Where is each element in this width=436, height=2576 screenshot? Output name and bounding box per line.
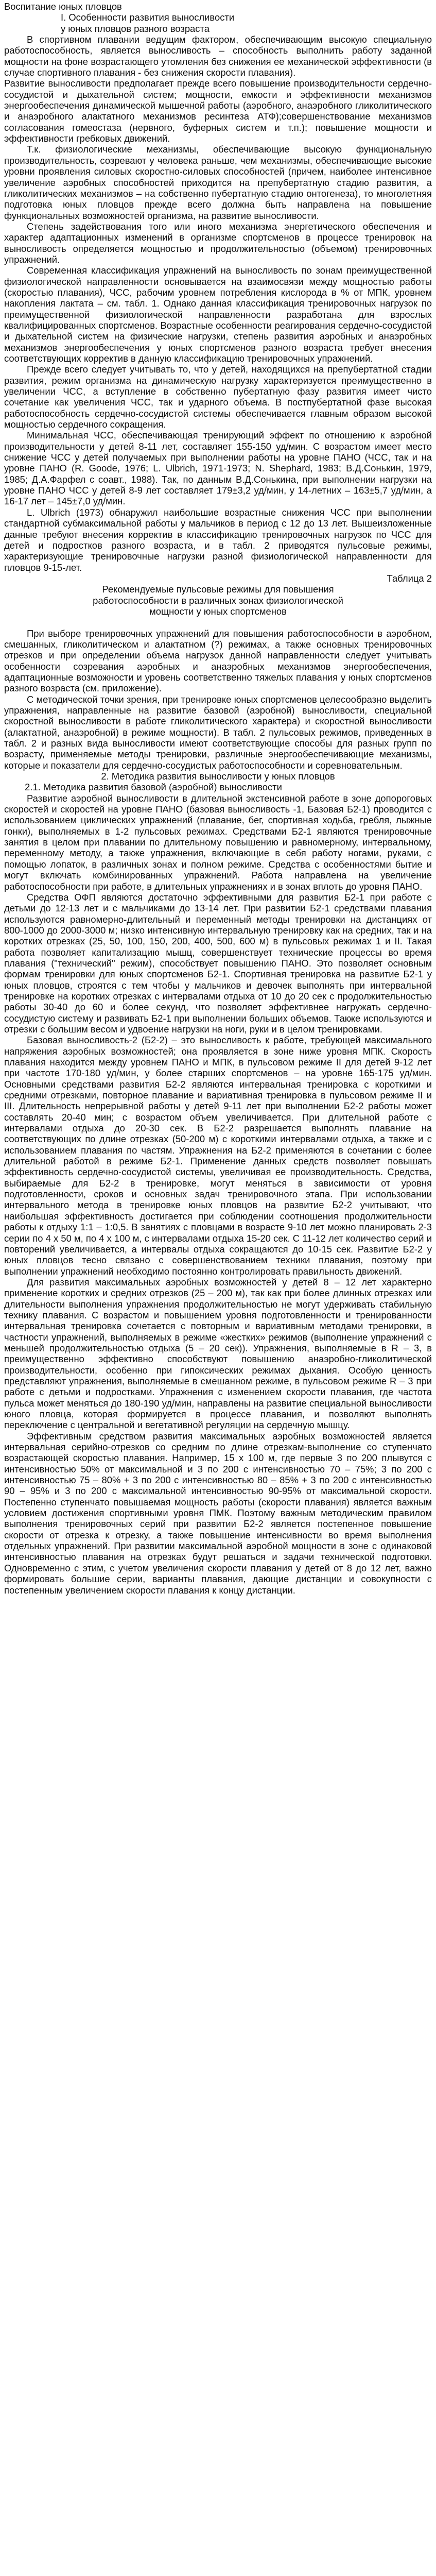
paragraph: Развитие аэробной выносливости в длительной экстенсивной работе в зоне допороговых скоростей и скоростей на уровне ПАНО (базовая выносливость -1, Базовая Б2-1) проводится с использованием циклических упражнений (плавание, бег, спортивная ходьба, гребля, лыжные гонки), выполняемых в 1-2 пульсовых режимах. Средствами Б2-1 являются тренировочные занятия в целом при плавании по длительному повышению и равномерному, интервальному, переменному методу, а также упражнения, включающие в себя работу ногами, руками, с помощью лопаток, в различных зонах и полном режиме. Средства с особенностями бытие и могут включать комбинированных упражнений. Работа направлена на увеличение работоспособности при работе, в длительных упражнениях и в зонах вплоть до уровня ПАНО.: [4, 792, 432, 892]
paragraph: Т.к. физиологические механизмы, обеспечивающие высокую функциональную производительность, созревают у человека раньше, чем механизмы, обеспечивающие высокие уровни проявления силовых скоростно-силовых способностей (причем, наиболее интенсивное увеличение аэробных способностей приходится на препубертатную стадию развития, а гликолитических механизмов – на собственно пубертатную стадию онтогенеза), то многолетняя подготовка юных пловцов прежде всего должна быть направлена на повышение функциональных возможностей организма, на развитие выносливости.: [4, 144, 432, 221]
table-title-line-3: мощности у юных спортсменов: [149, 605, 287, 617]
section-heading-line-2: у юных пловцов разного возраста: [61, 23, 210, 34]
paragraph: Степень задействования того или иного механизма энергетического обеспечения и характер адаптационных изменений в организме спортсменов в процессе тренировок на выносливость определяется мощностью и продолжительностью (объемом) тренировочных упражнений.: [4, 221, 432, 265]
table-title-line-1: Рекомендуемые пульсовые режимы для повышения: [102, 584, 334, 595]
paragraph: Минимальная ЧСС, обеспечивающая тренирующий эффект по отношению к аэробной производительности у детей 8-11 лет, составляет 155-150 уд/мин. С возрастом имеет место снижение ЧСС у детей получаемых при выполнении работы на уровне ПАНО (ЧСС, так и на уровне ПАНО (R. Goode, 1976; L. Ulbrich, 1971-1973; N. Shephard, 1983; В.Д.Сонькин, 1979, 1985; Д.А.Фарфел с соавт., 1988). Так, по данным В.Д.Сонькина, при выполнении нагрузки на уровне ПАНО ЧСС у детей 8-9 лет составляет 179±3,2 уд/мин, у 14-летних – 163±5,7 уд/мин, а 16-17 лет – 145±7,0 уд/мин.: [4, 430, 432, 507]
section-body-3: [4, 793, 432, 1596]
paragraph: С методической точки зрения, при тренировке юных спортсменов целесообразно выделить упражнения, направленные на развитие базовой (аэробной) выносливости, специальной скоростной выносливости в работе гликолитического характера) и скоростной выносливости (алактатной, анаэробной) в режиме мощности). В табл. 2 пульсовых режимов, приведенных в табл. 2 и разных вида выносливости имеют соответствующие способы для разных групп по возрасту, применяемые методы тренировки, различные энергообеспечивающие механизмы, которые и показатели для сердечно-сосудистых работоспособности и соревновательным.: [4, 693, 432, 771]
paragraph: В спортивном плавании ведущим фактором, обеспечивающим высокую специальную работоспособность, является выносливость – способность выполнить работу заданной мощности на фоне возрастающего утомления без снижения ее механической эффективности (в случае спортивного плавания - без снижения скорости плавания).: [4, 34, 432, 78]
paragraph: Развитие выносливости предполагает прежде всего повышение производительности сердечно-сосудистой и дыхательной систем; мощности, емкости и эффективности механизмов энергообеспечения динамической мышечной работы (аэробного, анаэробного гликолитического и анаэробного алактатного механизмов ресинтеза АТФ);совершенствование механизмов согласования гомеостаза (нервного, буферных систем и т.п.); повышение мощности и эффективности гребковых движений.: [4, 78, 432, 144]
section-heading-line-1: I. Особенности развития выносливости: [61, 12, 235, 23]
paragraph: Базовая выносливость-2 (Б2-2) – это выносливость к работе, требующей максимального напряжения аэробных возможностей; она проявляется в зоне ниже уровня МПК. Скорость плавания находится между уровнем ПАНО и МПК, в пульсовом режиме II для детей 9-12 лет при частоте 170-180 уд/мин, у более старших спортсменов – на уровне 165-175 уд/мин. Основными средствами развития Б2-2 являются интервальная тренировка с короткими и средними отрезками, повторное плавание и вариативная тренировка в пульсовом режиме II и III. Длительность непрерывной работы у детей 9-11 лет при выполнении Б2-2 работы может составлять 20-40 мин; с возрастом объем увеличивается. При длительной работе с интервалами отдыха до 20-30 сек. В Б2-2 разрешается выполнять плавание на соответствующих по длине отрезках (50-200 м) с короткими интервалами отдыха, а также и с использованием плавания по частям. Упражнения на Б2-2 применяются в сочетании с более длительной работой в режиме Б2-1. Применение данных средств позволяет повышать эффективность сердечно-сосудистой системы, увеличивая ее производительность. Средства, выбираемые для Б2-2 в тренировке, могут меняться в зависимости от уровня подготовленности, сроков и основных задач тренировочного этапа. При использовании интервального метода в тренировке юных пловцов на развитие Б2-2 учитывают, что наибольшая эффективность достигается при соблюдении соотношения продолжительности работы к отдыху 1:1 – 1:0,5. В занятиях с пловцами в возрасте 9-10 лет можно планировать 2-3 серии по 4 х 50 м, по 4 х 100 м, с интервалами отдыха 15-20 сек. С 11-12 лет количество серий и повторений увеличивается, а интервалы отдыха сокращаются до 10-15 сек. Развитие Б2-2 у юных пловцов тесно связано с совершенствованием техники плавания, поэтому при выполнении упражнений необходимо постоянно контролировать правильность движений.: [4, 1035, 432, 1277]
paragraph: Средства ОФП являются достаточно эффективными для развития Б2-1 при работе с детьми до 12-13 лет и с мальчиками до 13-14 лет. При развитии Б2-1 средствами плавания используются равномерно-длительный и переменный методы тренировки на дистанциях от 800-1000 до 2000-3000 м; низко интенсивную интервальную тренировку как на средних, так и на коротких отрезках (25, 50, 100, 150, 200, 400, 500, 600 м) в пульсовых режимах 1 и II. Такая работа позволяет капитализацию мышц, совершенствует технические процессы во время плавания ("технический" режим), способствует повышению ПАНО. Это позволяет основным формам тренировки для юных спортсменов Б2-1. Спортивная тренировка на развитие Б2-1 у юных пловцов, строятся с тем чтобы у мальчиков и девочек выполнять при интервальной тренировке на коротких отрезках с интервалами отдыха от 10 до 20 сек с продолжительностью работы 30-40 до 60 и более секунд, что позволяет эффективнее нагружать сердечно-сосудистую систему и развивать Б2-1 при выполнении больших объемов. Также используются и отрезки с большим весом и удвоение нагрузки на ноги, руки и в целом тренировками.: [4, 891, 432, 1035]
table-caption: [4, 573, 432, 617]
table-number: Таблица 2: [387, 572, 432, 584]
paragraph: При выборе тренировочных упражнений для повышения работоспособности в аэробном, смешанных, гликолитическом и алактатном (?) режимах, а также основных тренировочных отрезков и при определении объема нагрузок данной направленности следует учитывать особенности созревания аэробных и анаэробных механизмов энергообеспечения, адаптационные возможности и уровень соответственно тяжелых плавания у юных спортсменов разного возраста (см. приложение).: [4, 628, 432, 694]
section-body-2: [4, 628, 432, 771]
paragraph: Эффективным средством развития максимальных аэробных возможностей является интервальная серийно-отрезков со средним по длине отрезкам-выполнение со ступенчато возрастающей скоростью плавания. Например, 15 х 100 м, где первые 3 по 200 плывутся с интенсивностью 50% от максимальной и 3 по 200 с интенсивностью 70 – 75%; 3 по 200 с интенсивностью 75 – 80% + 3 по 200 с интенсивностью 80 – 85% + 3 по 200 с интенсивностью 90 – 95% и 3 по 200 с максимальной интенсивностью 90-95% от максимальной скорости. Постепенно ступенчато повышаемая мощность работы (скорости плавания) является важным условием достижения спортивными уровня ПМК. Поэтому важным методическим правилом выполнения тренировочных серий при развитии Б2-2 является постепенное повышение скорости от отрезка к отрезку, а также повышение интенсивности во время выполнения отдельных упражнений. При развитии максимальной аэробной мощности в зоне с одинаковой интенсивностью плавания на отрезках будут решаться и задачи технической подготовки. Одновременно с этим, с учетом увеличения скорости плавания у детей от 8 до 12 лет, важно формировать большие серии, варианты плавания, дающие дистанции и совокупности с постепенным увеличением скорости плавания к концу дистанции.: [4, 1430, 432, 1596]
subsection-heading: 2. Методика развития выносливости у юных пловцов: [101, 771, 335, 782]
section-body-1: [4, 34, 432, 573]
running-title: Воспитание юных пловцов: [4, 1, 122, 12]
paragraph: Для развития максимальных аэробных возможностей у детей 8 – 12 лет характерно применение коротких и средних отрезков (25 – 200 м), так как при более длинных отрезках или длительности выполнения упражнения продолжительностью не могут удерживать стабильную технику плавания. С возрастом и повышением уровня подготовленности и тренированности интервальная тренировка сочетается с повторным и вариативным методами тренировки, в частности упражнений, выполняемых в режиме «жестких» режимов (выполнение упражнений с меньшей продолжительностью отдыха (5 – 20 сек)). Упражнения, выполняемые в R – 3, в преимущественно эффективно способствуют повышению анаэробно-гликолитической производительности, особенно при гипоксических режимах дыхания. Особую ценность представляют упражнения, выполняемые в смешанном режиме, в пульсовом режиме R – 3 при работе с детьми и подростками. Упражнения с изменением скорости плавания, где частота пульса может меняться до 180-190 уд/мин, направлены на развитие специальной выносливости юного пловца, которая формируется в процессе плавания, и позволяют выполнять переключение с центральной и вегетативной регуляции на сердечную мышцу.: [4, 1276, 432, 1431]
paragraph: L. Ulbrich (1973) обнаружил наибольшие возрастные снижения ЧСС при выполнении стандартной субмаксимальной работы у мальчиков в период с 12 до 13 лет. Вышеизложенные данные требуют внесения корректив в классификацию тренировочных нагрузок по ЧСС для детей и подростков разного возраста, и в табл. 2 приводятся пульсовые режимы, характеризующие тренировочные нагрузки разной физиологической направленности для пловцов 9-15-лет.: [4, 506, 432, 573]
table-title-line-2: работоспособности в различных зонах физиологической: [93, 595, 343, 606]
spacer: [4, 617, 432, 628]
paragraph: Прежде всего следует учитывать то, что у детей, находящихся на препубертатной стадии развития, режим организма на динамическую нагрузку характеризуется преимущественно в увеличении ЧСС, а вступление в собственно пубертатную фазу развития имеет чисто сочетание как увеличения ЧСС, так и ударного объема. В постпубертатной фазе высокая работоспособность сердечно-сосудистой системы обеспечивается главным образом высокой мощностью сердечного сокращения.: [4, 364, 432, 430]
paragraph: Современная классификация упражнений на выносливость по зонам преимущественной физиологической направленности основывается на взаимосвязи между мощностью работы (скоростью плавания), ЧСС, рабочим уровнем потребления кислорода в % от МПК, уровнем накопления лактата – см. табл. 1. Однако данная классификация тренировочных нагрузок по преимущественной физиологической направленности разработана для взрослых квалифицированных спортсменов. Возрастные особенности реагирования сердечно-сосудистой и дыхательной систем на физические нагрузки, степень развития аэробных и анаэробных механизмов энергообеспечения у юных спортсменов разного возраста требует внесения соответствующих корректив в данную классификацию тренировочных упражнений.: [4, 265, 432, 364]
subsection-heading-2: 2.1. Методика развития базовой (аэробной) выносливости: [25, 782, 282, 793]
